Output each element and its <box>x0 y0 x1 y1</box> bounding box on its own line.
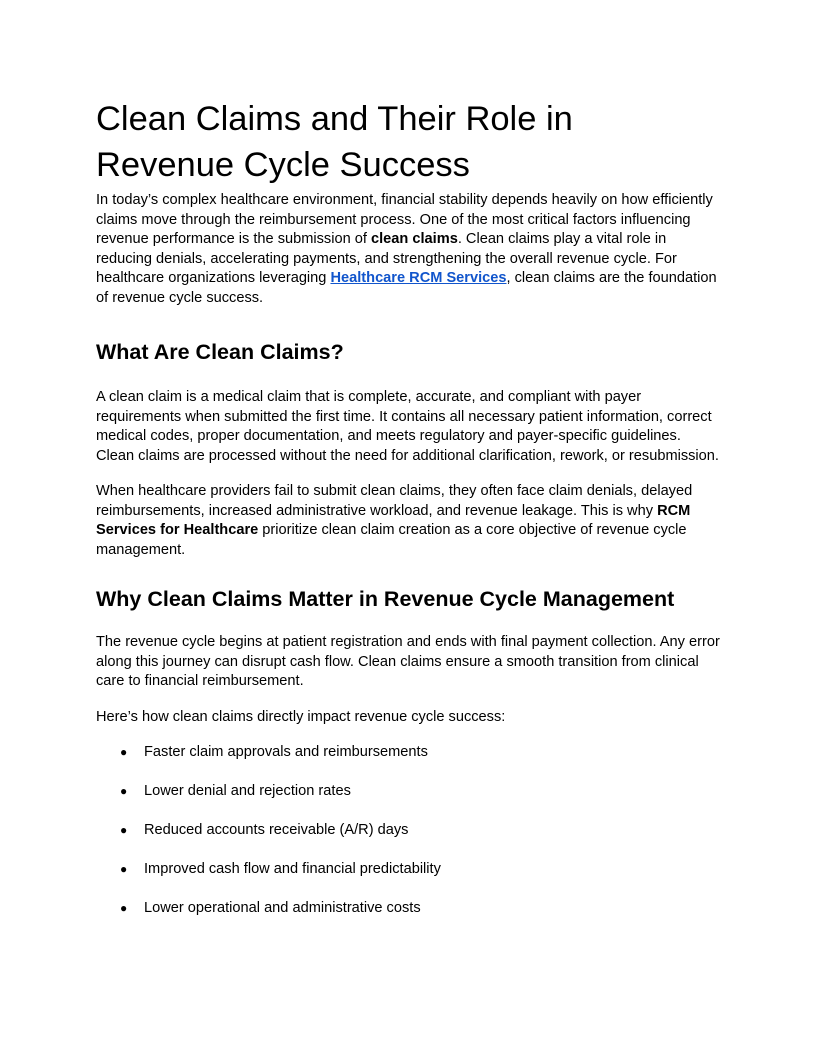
section-heading-what-are-clean-claims: What Are Clean Claims? <box>96 340 344 364</box>
section1-paragraph-1: A clean claim is a medical claim that is complete, accurate, and compliant with payer requirements when submitted the first time. It contains all necessary patient information, correct medical codes, proper documentation, and meets regulatory and payer-specific guidelines. Clean claims are processed without the need for additional clarification, rework, or resubmission. <box>96 389 719 464</box>
section1-paragraph-2-text-2: prioritize clean claim creation as a core objective of revenue cycle management. <box>96 522 687 558</box>
document-page <box>96 96 722 938</box>
healthcare-rcm-services-link[interactable]: Healthcare RCM Services <box>330 270 507 286</box>
bullet-icon: ● <box>120 901 128 915</box>
section1-paragraph-2-text-1: When healthcare providers fail to submit clean claims, they often face claim denials, delayed reimbursements, increased administrative workload, and revenue leakage. This is why <box>96 483 693 519</box>
page-title: Clean Claims and Their Role in Revenue Cycle Success <box>96 100 573 184</box>
section-heading-why-clean-claims-matter: Why Clean Claims Matter in Revenue Cycle Management <box>96 587 675 611</box>
list-item <box>96 899 722 919</box>
list-item-text: Reduced accounts receivable (A/R) days <box>144 822 409 838</box>
intro-text-2: . Clean claims play a vital role in reducing denials, accelerating payments, and strengthening the overall revenue cycle. For healthcare organizations leveraging <box>96 231 677 286</box>
bullet-icon: ● <box>120 784 128 798</box>
bullet-icon: ● <box>120 745 128 759</box>
benefits-list <box>96 743 722 919</box>
list-item <box>96 821 722 841</box>
bullet-icon: ● <box>120 823 128 837</box>
intro-text-3: , clean claims are the foundation of revenue cycle success. <box>96 270 717 306</box>
section2-paragraph-2: Here’s how clean claims directly impact revenue cycle success: <box>96 708 506 725</box>
list-item <box>96 743 722 763</box>
list-item-text: Lower denial and rejection rates <box>144 783 351 799</box>
list-item-text: Improved cash flow and financial predictability <box>144 861 441 877</box>
intro-bold-clean-claims: clean claims <box>371 231 458 247</box>
rcm-services-bold: RCM Services for Healthcare <box>96 502 691 538</box>
list-item <box>96 782 722 802</box>
list-item-text: Lower operational and administrative costs <box>144 900 421 916</box>
intro-paragraph <box>96 191 722 308</box>
bullet-icon: ● <box>120 862 128 876</box>
intro-text-1: In today’s complex healthcare environment, financial stability depends heavily on how efficiently claims move through the reimbursement process. One of the most critical factors influencing revenue performance is the submission of <box>96 192 713 247</box>
section1-paragraph-2 <box>96 482 722 560</box>
section2-paragraph-1: The revenue cycle begins at patient registration and ends with final payment collection. Any error along this journey can disrupt cash flow. Clean claims ensure a smooth transition from clinical care to financial reimbursement. <box>96 634 720 689</box>
list-item <box>96 860 722 880</box>
list-item-text: Faster claim approvals and reimbursements <box>144 744 428 760</box>
